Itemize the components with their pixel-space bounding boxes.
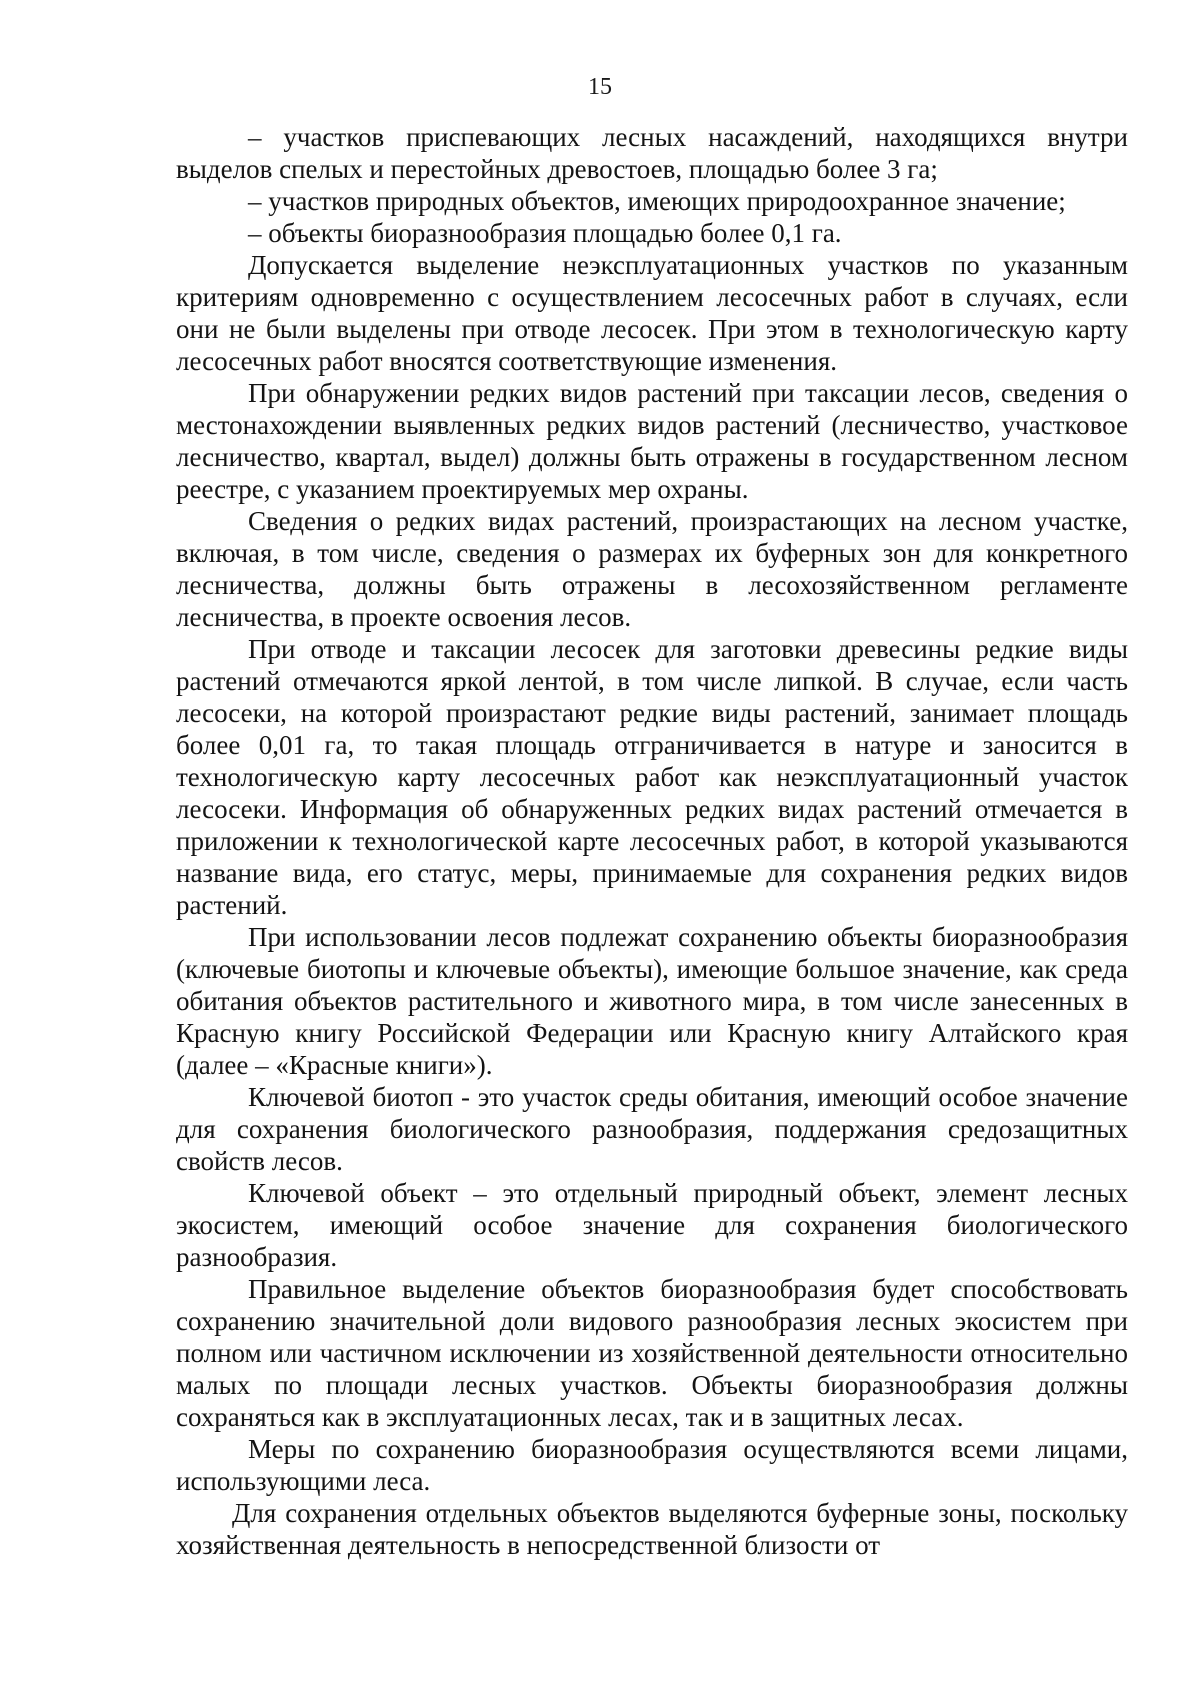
paragraph-list-item-3: – объекты биоразнообразия площадью более 0,1 га. — [248, 218, 842, 248]
paragraph-list-item-1: – участков приспевающих лесных насаждений, находящихся внутри выделов спелых и перестойных древостоев, площадью более 3 га; — [176, 122, 1128, 184]
paragraph-biodiversity-selection: Правильное выделение объектов биоразнообразия будет способствовать сохранению значительной доли видового разнообразия лесных экосистем при полном или частичном исключении из хозяйственной деятельности относительно малых по площади лесных участков. Объекты биоразнообразия должны сохраняться как в эксплуатационных лесах, так и в защитных лесах. — [176, 1274, 1128, 1432]
paragraph-rare-plants-registry: При обнаружении редких видов растений при таксации лесов, сведения о местонахождении выявленных редких видов растений (лесничество, участковое лесничество, квартал, выдел) должны быть отражены в государственном лесном реестре, с указанием проектируемых мер охраны. — [176, 378, 1128, 504]
paragraph-key-biotope-definition: Ключевой биотоп - это участок среды обитания, имеющий особое значение для сохранения биологического разнообразия, поддержания средозащитных свойств лесов. — [176, 1082, 1128, 1176]
document-body — [176, 121, 1128, 1561]
paragraph-biodiversity-measures: Меры по сохранению биоразнообразия осуществляются всеми лицами, использующими леса. — [176, 1434, 1128, 1496]
paragraph-buffer-zones: Для сохранения отдельных объектов выделяются буферные зоны, поскольку хозяйственная деятельность в непосредственной близости от — [176, 1498, 1128, 1560]
page-number: 15 — [588, 74, 612, 100]
paragraph-list-item-2: – участков природных объектов, имеющих природоохранное значение; — [248, 186, 1066, 216]
paragraph-biodiversity-objects: При использовании лесов подлежат сохранению объекты биоразнообразия (ключевые биотопы и ключевые объекты), имеющие большое значение, как среда обитания объектов растительного и животного мира, в том числе занесенных в Красную книгу Российской Федерации или Красную книгу Алтайского края (далее – «Красные книги»). — [176, 922, 1128, 1080]
paragraph-non-exploitation-sites: Допускается выделение неэксплуатационных участков по указанным критериям одновременно с осуществлением лесосечных работ в случаях, если они не были выделены при отводе лесосек. При этом в технологическую карту лесосечных работ вносятся соответствующие изменения. — [176, 250, 1128, 376]
paragraph-rare-plants-regulations: Сведения о редких видах растений, произрастающих на лесном участке, включая, в том числе, сведения о размерах их буферных зон для конкретного лесничества, должны быть отражены в лесохозяйственном регламенте лесничества, в проекте освоения лесов. — [176, 506, 1128, 632]
paragraph-rare-plants-marking: При отводе и таксации лесосек для заготовки древесины редкие виды растений отмечаются яркой лентой, в том числе липкой. В случае, если часть лесосеки, на которой произрастают редкие виды растений, занимает площадь более 0,01 га, то такая площадь отграничивается в натуре и заносится в технологическую карту лесосечных работ как неэксплуатационный участок лесосеки. Информация об обнаруженных редких видах растений отмечается в приложении к технологической карте лесосечных работ, в которой указываются название вида, его статус, меры, принимаемые для сохранения редких видов растений. — [176, 634, 1128, 920]
paragraph-key-object-definition: Ключевой объект – это отдельный природный объект, элемент лесных экосистем, имеющий особое значение для сохранения биологического разнообразия. — [176, 1178, 1128, 1272]
